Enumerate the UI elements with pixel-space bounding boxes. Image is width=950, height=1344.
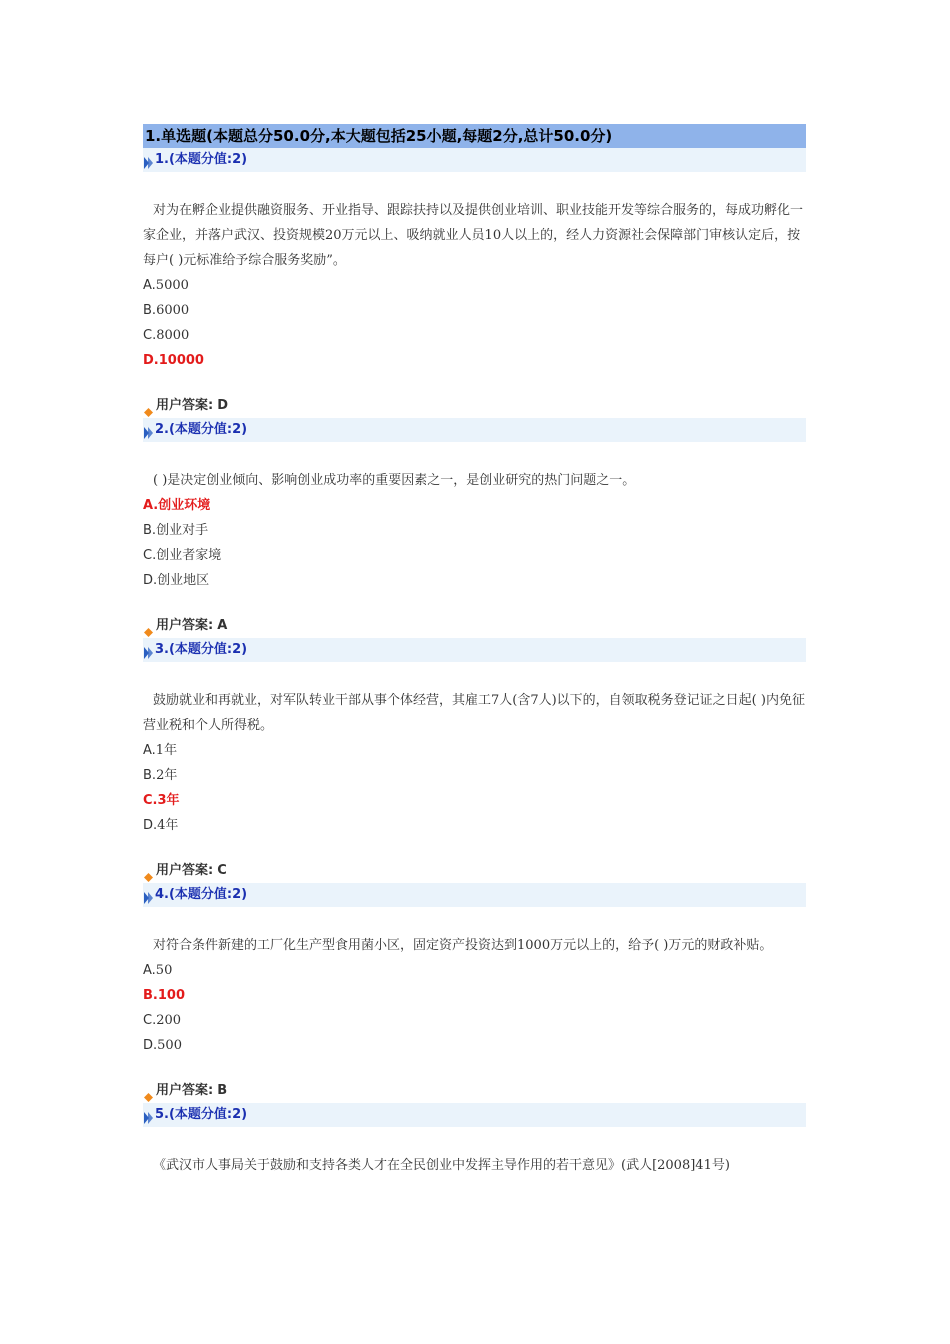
question-block	[143, 148, 806, 418]
question-stem: ( )是决定创业倾向、影响创业成功率的重要因素之一，是创业研究的热门问题之一。	[153, 473, 636, 488]
answer-option	[143, 298, 806, 323]
answer-option	[143, 788, 806, 813]
question-header	[143, 1103, 806, 1127]
option-letter: D.	[143, 573, 158, 588]
answer-option	[143, 348, 806, 373]
option-text: 创业者家境	[156, 548, 222, 563]
question-number: 2.(本题分值:2)	[155, 422, 248, 437]
answer-option	[143, 323, 806, 348]
diamond-icon	[144, 622, 153, 631]
option-text: 2年	[156, 768, 178, 783]
answer-option	[143, 543, 806, 568]
option-text: 6000	[156, 303, 190, 318]
user-answer-label: 用户答案:	[156, 618, 214, 633]
user-answer	[143, 614, 806, 638]
option-letter: A.	[143, 278, 156, 293]
answer-option	[143, 763, 806, 788]
answer-option	[143, 983, 806, 1008]
question-header	[143, 148, 806, 172]
option-letter: D.	[143, 353, 159, 368]
option-letter: C.	[143, 793, 158, 808]
question-block	[143, 1103, 806, 1178]
exam-content	[143, 124, 806, 1178]
answer-option	[143, 738, 806, 763]
double-arrow-icon	[144, 889, 154, 901]
option-letter: B.	[143, 988, 158, 1003]
user-answer-value: C	[217, 863, 227, 878]
question-stem: 对为在孵企业提供融资服务、开业指导、跟踪扶持以及提供创业培训、职业技能开发等综合服务的，每成功孵化一家企业，并落户武汉、投资规模20万元以上、吸纳就业人员10人以上的，经人力资源社会保障部门审核认定后，按每户( )元标准给予综合服务奖励”。	[143, 203, 804, 268]
option-letter: B.	[143, 523, 157, 538]
option-letter: D.	[143, 1038, 158, 1053]
answer-option	[143, 493, 806, 518]
double-arrow-icon	[144, 644, 154, 656]
option-letter: A.	[143, 498, 159, 513]
option-letter: C.	[143, 328, 157, 343]
question-number: 5.(本题分值:2)	[155, 1107, 248, 1122]
answer-option	[143, 958, 806, 983]
question-header	[143, 638, 806, 662]
question-number: 3.(本题分值:2)	[155, 642, 248, 657]
answer-option	[143, 518, 806, 543]
option-letter: A.	[143, 743, 156, 758]
answer-option	[143, 273, 806, 298]
question-list	[143, 148, 806, 1178]
diamond-icon	[144, 867, 153, 876]
question-block	[143, 418, 806, 638]
double-arrow-icon	[144, 1109, 154, 1121]
option-text: 8000	[156, 328, 190, 343]
option-letter: C.	[143, 1013, 157, 1028]
option-text: 500	[157, 1038, 182, 1053]
option-letter: B.	[143, 303, 157, 318]
question-block	[143, 638, 806, 883]
option-text: 4年	[157, 818, 179, 833]
user-answer-label: 用户答案:	[156, 1083, 214, 1098]
option-text: 创业地区	[157, 573, 210, 588]
user-answer-value: A	[217, 618, 228, 633]
answer-option	[143, 1008, 806, 1033]
option-letter: D.	[143, 818, 158, 833]
double-arrow-icon	[144, 424, 154, 436]
question-number: 1.(本题分值:2)	[155, 152, 248, 167]
answer-option	[143, 813, 806, 838]
option-letter: B.	[143, 768, 157, 783]
option-letter: C.	[143, 548, 157, 563]
option-text: 50	[155, 963, 173, 978]
user-answer-value: B	[217, 1083, 228, 1098]
option-text: 100	[157, 988, 185, 1003]
user-answer-label: 用户答案:	[156, 863, 214, 878]
section-title: 1.单选题(本题总分50.0分,本大题包括25小题,每题2分,总计50.0分)	[143, 124, 806, 148]
user-answer	[143, 1079, 806, 1103]
diamond-icon	[144, 402, 153, 411]
question-number: 4.(本题分值:2)	[155, 887, 248, 902]
diamond-icon	[144, 1087, 153, 1096]
option-text: 3年	[157, 793, 180, 808]
question-block	[143, 883, 806, 1103]
user-answer-value: D	[217, 398, 228, 413]
option-text: 200	[156, 1013, 182, 1028]
user-answer	[143, 859, 806, 883]
user-answer-label: 用户答案:	[156, 398, 214, 413]
option-text: 5000	[155, 278, 189, 293]
answer-option	[143, 1033, 806, 1058]
user-answer	[143, 394, 806, 418]
option-text: 创业环境	[158, 498, 211, 513]
question-header	[143, 883, 806, 907]
question-stem: 《武汉市人事局关于鼓励和支持各类人才在全民创业中发挥主导作用的若干意见》(武人[2008]41号)	[153, 1158, 730, 1173]
question-stem: 对符合条件新建的工厂化生产型食用菌小区，固定资产投资达到1000万元以上的，给予( )万元的财政补贴。	[153, 938, 773, 953]
option-text: 1年	[155, 743, 178, 758]
double-arrow-icon	[144, 154, 154, 166]
option-text: 创业对手	[156, 523, 209, 538]
question-stem: 鼓励就业和再就业，对军队转业干部从事个体经营，其雇工7人(含7人)以下的，自领取税务登记证之日起( )内免征营业税和个人所得税。	[143, 693, 805, 733]
answer-option	[143, 568, 806, 593]
question-header	[143, 418, 806, 442]
option-letter: A.	[143, 963, 156, 978]
option-text: 10000	[158, 353, 204, 368]
